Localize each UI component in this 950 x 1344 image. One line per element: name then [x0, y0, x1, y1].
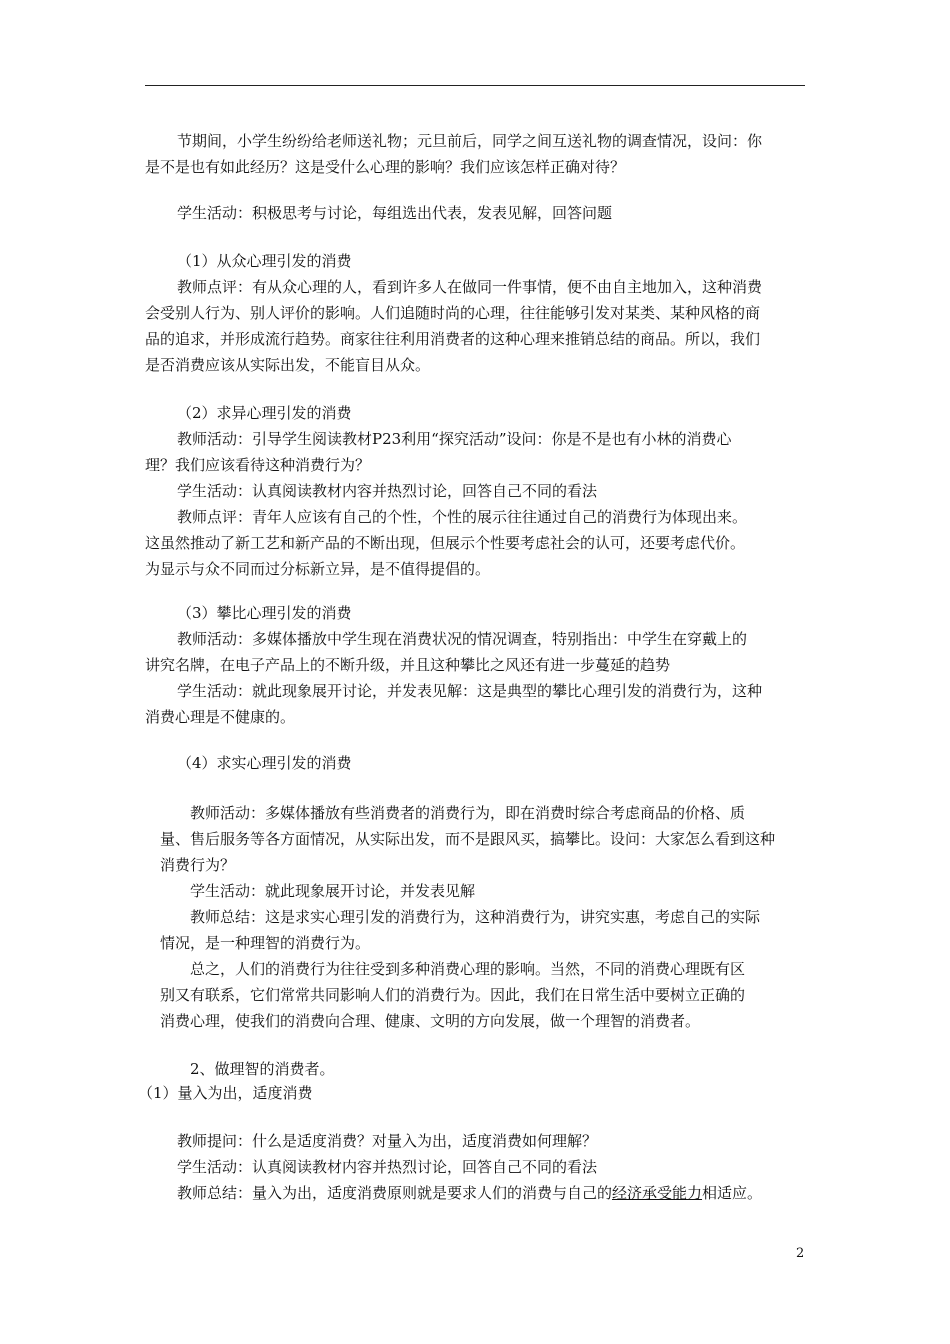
- text-line: 教师点评：有从众心理的人，看到许多人在做同一件事情，便不由自主地加入，这种消费: [177, 278, 763, 296]
- text-line: 教师提问：什么是适度消费？对量入为出，适度消费如何理解？: [177, 1132, 598, 1150]
- text-line: 总之，人们的消费行为往往受到多种消费心理的影响。当然，不同的消费心理既有区: [190, 960, 746, 978]
- text-line: 别又有联系，它们常常共同影响人们的消费行为。因此，我们在日常生活中要树立正确的: [160, 986, 746, 1004]
- underlined-term: 经济承受能力: [612, 1184, 703, 1202]
- page-number: 2: [796, 1246, 805, 1261]
- text-line: 会受别人行为、别人评价的影响。人们追随时尚的心理，往往能够引发对某类、某种风格的商: [145, 304, 761, 322]
- text-line: 教师活动：引导学生阅读教材P23利用“探究活动”设问：你是不是也有小林的消费心: [177, 430, 732, 448]
- text-line: 消费行为？: [160, 856, 236, 874]
- section-heading: （2）求异心理引发的消费: [177, 404, 352, 422]
- text-line: 教师活动：多媒体播放中学生现在消费状况的情况调查，特别指出：中学生在穿戴上的: [177, 630, 748, 648]
- text-line: 理？我们应该看待这种消费行为？: [145, 456, 371, 474]
- text-line: 学生活动：认真阅读教材内容并热烈讨论，回答自己不同的看法: [177, 1158, 598, 1176]
- text-line: 是不是也有如此经历？这是受什么心理的影响？我们应该怎样正确对待？: [145, 158, 626, 176]
- text-line: 学生活动：认真阅读教材内容并热烈讨论，回答自己不同的看法: [177, 482, 598, 500]
- header-rule: [145, 85, 805, 86]
- text-line: 教师活动：多媒体播放有些消费者的消费行为，即在消费时综合考虑商品的价格、质: [190, 804, 746, 822]
- text-line: 节期间，小学生纷纷给老师送礼物；元旦前后，同学之间互送礼物的调查情况，设问：你: [177, 132, 763, 150]
- text-line: 品的追求，并形成流行趋势。商家往往利用消费者的这种心理来推销总结的商品。所以，我们: [145, 330, 761, 348]
- section-heading: （3）攀比心理引发的消费: [177, 604, 352, 622]
- text-line: 情况，是一种理智的消费行为。: [160, 934, 371, 952]
- section-heading: 2、做理智的消费者。: [190, 1060, 335, 1078]
- text-line: 教师总结：这是求实心理引发的消费行为，这种消费行为，讲究实惠，考虑自己的实际: [190, 908, 761, 926]
- text-line: 是否消费应该从实际出发，不能盲目从众。: [145, 356, 431, 374]
- text-line: 讲究名牌，在电子产品上的不断升级，并且这种攀比之风还有进一步蔓延的趋势: [145, 656, 671, 674]
- section-heading: （1）从众心理引发的消费: [177, 252, 352, 270]
- text-line: 学生活动：就此现象展开讨论，并发表见解: [190, 882, 476, 900]
- text-line: 学生活动：积极思考与讨论，每组选出代表，发表见解，回答问题: [177, 204, 613, 222]
- subsection-heading: （1）量入为出，适度消费: [138, 1084, 313, 1102]
- text-run: 教师总结：量入为出，适度消费原则就是要求人们的消费与自己的: [177, 1184, 613, 1202]
- text-line: [177, 1180, 762, 1207]
- text-run: 相适应。: [702, 1184, 763, 1202]
- text-line: 消费心理，使我们的消费向合理、健康、文明的方向发展，做一个理智的消费者。: [160, 1012, 701, 1030]
- text-line: 消费心理是不健康的。: [145, 708, 296, 726]
- text-line: 这虽然推动了新工艺和新产品的不断出现，但展示个性要考虑社会的认可，还要考虑代价。: [145, 534, 746, 552]
- text-line: 量、售后服务等各方面情况，从实际出发，而不是跟风买，搞攀比。设问：大家怎么看到这种: [160, 830, 776, 848]
- text-line: 教师点评：青年人应该有自己的个性，个性的展示往往通过自己的消费行为体现出来。: [177, 508, 748, 526]
- section-heading: （4）求实心理引发的消费: [177, 754, 352, 772]
- text-line: 为显示与众不同而过分标新立异，是不值得提倡的。: [145, 560, 491, 578]
- text-line: 学生活动：就此现象展开讨论，并发表见解：这是典型的攀比心理引发的消费行为，这种: [177, 682, 763, 700]
